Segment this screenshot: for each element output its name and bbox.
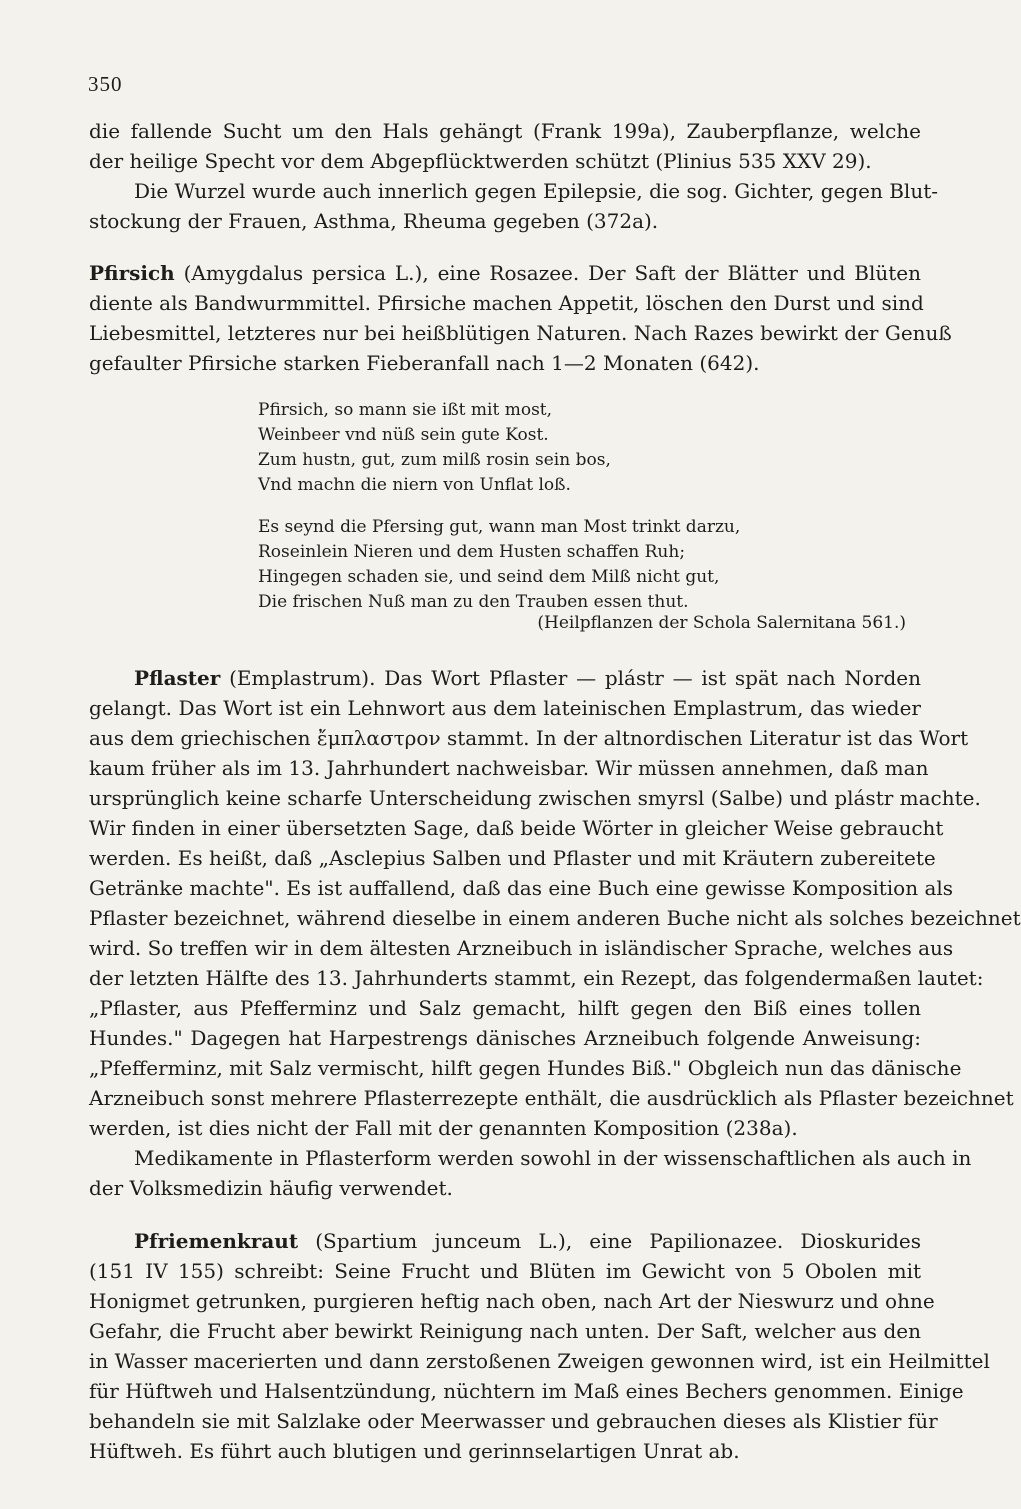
text-line: gefaulter Pfirsiche starken Fieberanfall nach 1—2 Monaten (642).: [89, 351, 760, 375]
text-line: „Pflaster, aus Pfefferminz und Salz gemacht, hilft gegen den Biß eines tollen: [89, 996, 921, 1020]
poem-line: Zum hustn, gut, zum milß rosin sein bos,: [258, 450, 611, 470]
poem-line: Vnd machn die niern von Unflat loß.: [258, 475, 571, 495]
text-line: Pflaster bezeichnet, während dieselbe in einem anderen Buche nicht als solches bezeichnet: [89, 906, 1021, 930]
text-line: kaum früher als im 13. Jahrhundert nachweisbar. Wir müssen annehmen, daß man: [89, 756, 929, 780]
text-line: Liebesmittel, letzteres nur bei heißblütigen Naturen. Nach Razes bewirkt der Genuß: [89, 321, 952, 345]
text-line: Die Wurzel wurde auch innerlich gegen Epilepsie, die sog. Gichter, gegen Blut-: [134, 179, 938, 203]
text-line: aus dem griechischen ἔμπλαστρον stammt. In der altnordischen Literatur ist das Wort: [89, 726, 969, 750]
text-line: der Volksmedizin häufig verwendet.: [89, 1176, 453, 1200]
text-line: stockung der Frauen, Asthma, Rheuma gegeben (372a).: [89, 209, 659, 233]
text-line: Hüftweh. Es führt auch blutigen und gerinnselartigen Unrat ab.: [89, 1439, 740, 1463]
text-line: diente als Bandwurmmittel. Pfirsiche machen Appetit, löschen den Durst und sind: [89, 291, 924, 315]
headword-pfirsich: Pfirsich: [89, 261, 175, 285]
poem-line: Roseinlein Nieren und dem Husten schaffen Ruh;: [258, 542, 686, 562]
text-line: der heilige Specht vor dem Abgepflücktwerden schützt (Plinius 535 XXV 29).: [89, 149, 872, 173]
text-line: der letzten Hälfte des 13. Jahrhunderts stammt, ein Rezept, das folgendermaßen lautet:: [89, 966, 984, 990]
text-line: „Pfefferminz, mit Salz vermischt, hilft gegen Hundes Biß." Obgleich nun das dänische: [89, 1056, 962, 1080]
text-line: werden. Es heißt, daß „Asclepius Salben und Pflaster und mit Kräutern zubereitete: [89, 846, 936, 870]
text-line: behandeln sie mit Salzlake oder Meerwasser und gebrauchen dieses als Klistier für: [89, 1409, 938, 1433]
poem-line: Es seynd die Pfersing gut, wann man Most trinkt darzu,: [258, 517, 741, 537]
text-line: Hundes." Dagegen hat Harpestrengs dänisches Arzneibuch folgende Anweisung:: [89, 1026, 921, 1050]
text-line: Getränke machte". Es ist auffallend, daß das eine Buch eine gewisse Komposition als: [89, 876, 954, 900]
entry-pflaster-line: [134, 664, 921, 692]
text-line: in Wasser macerierten und dann zerstoßenen Zweigen gewonnen wird, ist ein Heilmittel: [89, 1349, 990, 1373]
text-line: werden, ist dies nicht der Fall mit der genannten Komposition (238a).: [89, 1116, 798, 1140]
text-line: gelangt. Das Wort ist ein Lehnwort aus dem lateinischen Emplastrum, das wieder: [89, 696, 921, 720]
entry-text: (Emplastrum). Das Wort Pflaster — plástr — ist spät nach Norden: [220, 666, 921, 690]
text-line: wird. So treffen wir in dem ältesten Arzneibuch in isländischer Sprache, welches aus: [89, 936, 954, 960]
text-line: Arzneibuch sonst mehrere Pflasterrezepte enthält, die ausdrücklich als Pflaster bezeichnet: [89, 1086, 1014, 1110]
poem-line: Pfirsich, so mann sie ißt mit most,: [258, 400, 553, 420]
poem-line: Hingegen schaden sie, und seind dem Milß nicht gut,: [258, 567, 720, 587]
text-line: Medikamente in Pflasterform werden sowohl in der wissenschaftlichen als auch in: [134, 1146, 972, 1170]
page-number: 350: [88, 72, 123, 96]
text-line: die fallende Sucht um den Hals gehängt (Frank 199a), Zauberpflanze, welche: [89, 119, 921, 143]
poem-line: Die frischen Nuß man zu den Trauben essen thut.: [258, 592, 689, 612]
text-line: Gefahr, die Frucht aber bewirkt Reinigung nach unten. Der Saft, welcher aus den: [89, 1319, 921, 1343]
poem-source: (Heilpflanzen der Schola Salernitana 561.): [537, 613, 906, 633]
text-line: (151 IV 155) schreibt: Seine Frucht und Blüten im Gewicht von 5 Obolen mit: [89, 1259, 921, 1283]
text-line: Wir finden in einer übersetzten Sage, daß beide Wörter in gleicher Weise gebraucht: [89, 816, 944, 840]
text-line: Honigmet getrunken, purgieren heftig nach oben, nach Art der Nieswurz und ohne: [89, 1289, 935, 1313]
headword-pfriemenkraut: Pfriemenkraut: [134, 1229, 299, 1253]
text-line: ursprünglich keine scharfe Unterscheidung zwischen smyrsl (Salbe) und plástr machte.: [89, 786, 981, 810]
entry-text: (Spartium junceum L.), eine Papilionazee. Dioskurides: [298, 1229, 921, 1253]
entry-pfriemenkraut-line: [134, 1227, 921, 1255]
text-line: für Hüftweh und Halsentzündung, nüchtern im Maß eines Bechers genommen. Einige: [89, 1379, 964, 1403]
headword-pflaster: Pflaster: [134, 666, 221, 690]
entry-text: (Amygdalus persica L.), eine Rosazee. Der Saft der Blätter und Blüten: [174, 261, 921, 285]
poem-line: Weinbeer vnd nüß sein gute Kost.: [258, 425, 549, 445]
entry-pfirsich-line: [89, 259, 921, 287]
